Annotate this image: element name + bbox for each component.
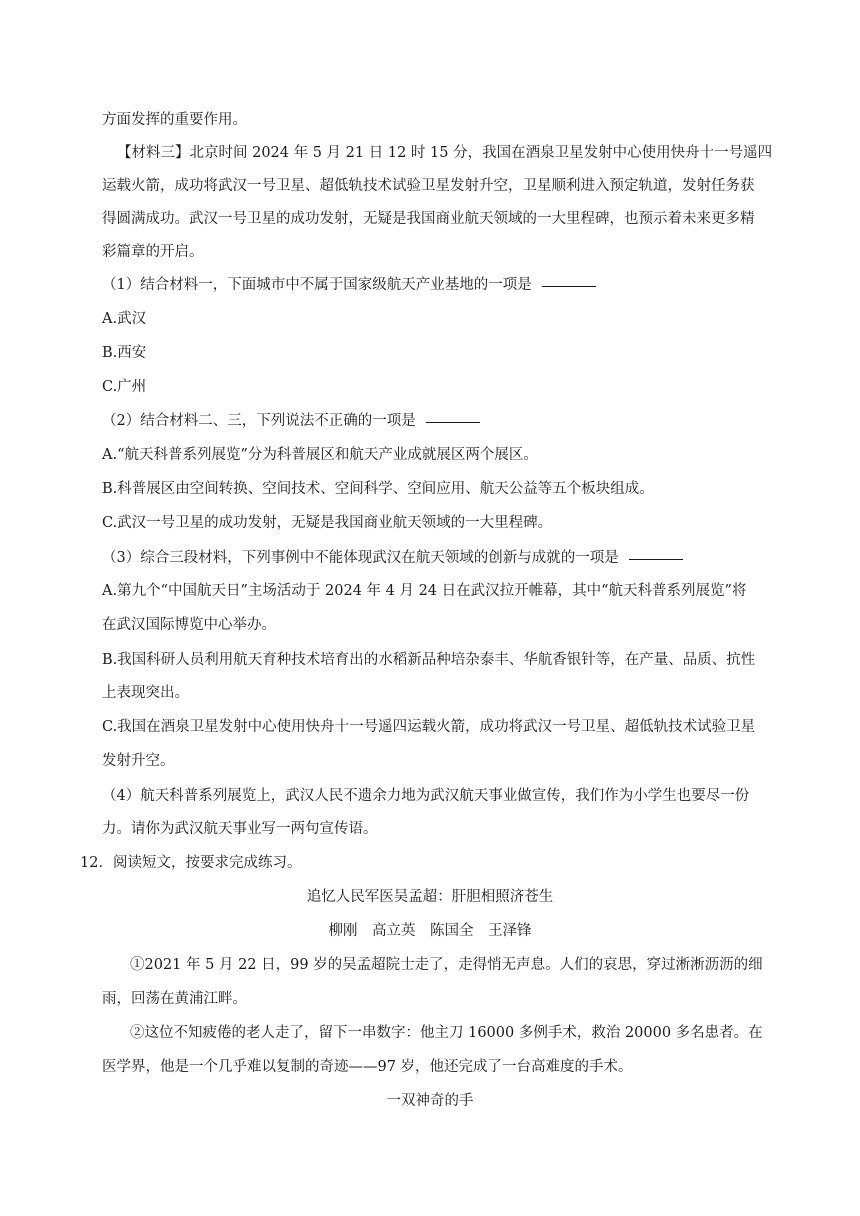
text-line: 雨，回荡在黄浦江畔。 xyxy=(102,991,247,1007)
text-line: 发射升空。 xyxy=(102,753,175,769)
answer-blank[interactable] xyxy=(629,558,683,560)
text-line: 方面发挥的重要作用。 xyxy=(102,112,247,128)
question-12-heading: 12．阅读短文，按要求完成练习。 xyxy=(80,855,302,871)
option-a: A.“航天科普系列展览”分为科普展区和航天产业成就展区两个展区。 xyxy=(102,447,538,463)
question-1 xyxy=(102,275,596,295)
question-3-text: （3）综合三段材料，下列事例中不能体现武汉在航天领域的创新与成就的一项是 xyxy=(102,550,619,566)
question-1-text: （1）结合材料一，下面城市中不属于国家级航天产业基地的一项是 xyxy=(102,277,532,293)
option-a: A.第九个“中国航天日”主场活动于 2024 年 4 月 24 日在武汉拉开帷幕，其中“航天科普系列展览”将 xyxy=(102,583,747,599)
text-line: 上表现突出。 xyxy=(102,685,189,701)
text-line: 在武汉国际博览中心举办。 xyxy=(102,617,276,633)
paragraph-1: ①2021 年 5 月 22 日，99 岁的吴孟超院士走了，走得悄无声息。人们的哀思，穿过淅淅沥沥的细 xyxy=(130,957,763,973)
option-a: A.武汉 xyxy=(102,311,147,327)
question-4: （4）航天科普系列展览上，武汉人民不遗余力地为武汉航天事业做宣传，我们作为小学生也要尽一份 xyxy=(102,788,750,804)
section-heading: 一双神奇的手 xyxy=(386,1093,474,1109)
text-line: 得圆满成功。武汉一号卫星的成功发射，无疑是我国商业航天领域的一大里程碑，也预示着未来更多精 xyxy=(102,211,755,227)
text-line: 力。请你为武汉航天事业写一两句宣传语。 xyxy=(102,821,378,837)
question-2-text: （2）结合材料二、三，下列说法不正确的一项是 xyxy=(102,413,416,429)
answer-blank[interactable] xyxy=(542,285,596,287)
question-2 xyxy=(102,411,480,431)
article-title: 追忆人民军医吴孟超：肝胆相照济苍生 xyxy=(306,889,554,905)
option-c: C.武汉一号卫星的成功发射，无疑是我国商业航天领域的一大里程碑。 xyxy=(102,515,553,531)
option-c: C.我国在酒泉卫星发射中心使用快舟十一号遥四运载火箭，成功将武汉一号卫星、超低轨技术试验卫星 xyxy=(102,719,756,735)
question-3 xyxy=(102,548,683,568)
option-b: B.我国科研人员利用航天育种技术培育出的水稻新品种培杂泰丰、华航香银针等，在产量、品质、抗性 xyxy=(102,652,756,668)
answer-blank[interactable] xyxy=(426,421,480,423)
option-b: B.科普展区由空间转换、空间技术、空间科学、空间应用、航天公益等五个板块组成。 xyxy=(102,481,654,497)
option-b: B.西安 xyxy=(102,345,147,361)
paragraph-2: ②这位不知疲倦的老人走了，留下一串数字：他主刀 16000 多例手术，救治 20000 多名患者。在 xyxy=(130,1025,763,1041)
text-line: 【材料三】北京时间 2024 年 5 月 21 日 12 时 15 分，我国在酒泉卫星发射中心使用快舟十一号遥四 xyxy=(117,145,773,161)
text-line: 医学界，他是一个几乎难以复制的奇迹——97 岁，他还完成了一台高难度的手术。 xyxy=(102,1059,633,1075)
article-authors: 柳刚 高立英 陈国全 王泽锋 xyxy=(328,923,532,939)
option-c: C.广州 xyxy=(102,379,147,395)
text-line: 运载火箭，成功将武汉一号卫星、超低轨技术试验卫星发射升空，卫星顺利进入预定轨道，发射任务获 xyxy=(102,178,755,194)
text-line: 彩篇章的开启。 xyxy=(102,244,204,260)
